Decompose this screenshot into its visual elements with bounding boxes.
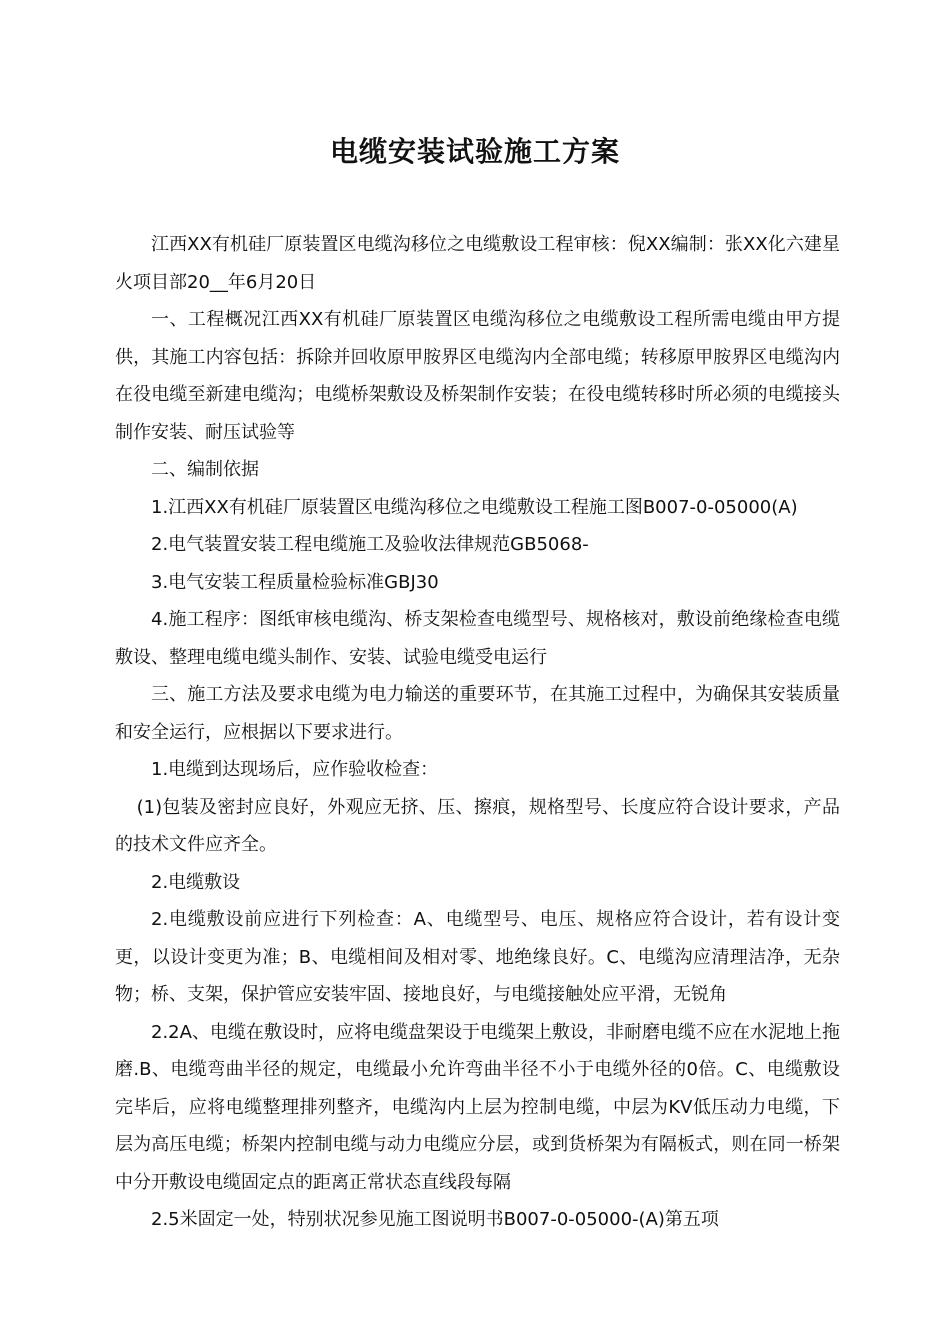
pre-laying-check-paragraph: 2.电缆敷设前应进行下列检查：A、电缆型号、电压、规格应符合设计，若有设计变更，以设计变更为准；B、电缆相间及相对零、地绝缘良好。C、电缆沟应清理洁净，无杂物；桥、支架，保护管应安装牢固、接地良好，与电缆接触处应平滑，无锐角	[115, 909, 840, 1005]
construction-method-paragraph: 三、施工方法及要求电缆为电力输送的重要环节，在其施工过程中，为确保其安装质量和安全运行，应根据以下要求进行。	[115, 684, 840, 743]
section-heading-basis: 二、编制依据	[151, 459, 259, 480]
basis-item-2: 2.电气装置安装工程电缆施工及验收法律规范GB5068-	[151, 534, 589, 555]
inspection-heading: 1.电缆到达现场后，应作验收检查：	[151, 759, 439, 780]
document-body	[115, 226, 840, 1239]
fixing-interval-paragraph: 2.5米固定一处，特别状况参见施工图说明书B007-0-05000-(A)第五项	[151, 1209, 719, 1230]
document-title: 电缆安装试验施工方案	[329, 135, 620, 168]
cable-laying-heading: 2.电缆敷设	[151, 871, 241, 893]
project-overview-paragraph: 一、工程概况江西XX有机硅厂原装置区电缆沟移位之电缆敷设工程所需电缆由甲方提供，其施工内容包括：拆除并回收原甲胺界区电缆沟内全部电缆；转移原甲胺界区电缆沟内在役电缆至新建电缆沟；电缆桥架敷设及桥架制作安装；在役电缆转移时所必须的电缆接头制作安装、耐压试验等	[115, 309, 840, 443]
packaging-requirement-paragraph: (1)包装及密封应良好，外观应无挤、压、擦痕，规格型号、长度应符合设计要求，产品的技术文件应齐全。	[115, 796, 840, 855]
basis-item-4: 4.施工程序：图纸审核电缆沟、桥支架检查电缆型号、规格核对，敷设前绝缘检查电缆敷设、整理电缆电缆头制作、安装、试验电缆受电运行	[115, 609, 840, 668]
basis-item-1: 1.江西XX有机硅厂原装置区电缆沟移位之电缆敷设工程施工图B007-0-05000(A)	[151, 496, 798, 518]
basis-item-3: 3.电气安装工程质量检验标准GBJ30	[151, 571, 439, 593]
header-info-paragraph: 江西XX有机硅厂原装置区电缆沟移位之电缆敷设工程审核：倪XX编制：张XX化六建星火项目部20__年6月20日	[115, 234, 840, 293]
laying-requirements-paragraph: 2.2A、电缆在敷设时，应将电缆盘架设于电缆架上敷设，非耐磨电缆不应在水泥地上拖磨.B、电缆弯曲半径的规定，电缆最小允许弯曲半径不小于电缆外径的0倍。C、电缆敷设完毕后，应将电缆整理排列整齐，电缆沟内上层为控制电缆，中层为KV低压动力电缆，下层为高压电缆；桥架内控制电缆与动力电缆应分层，或到货桥架为有隔板式，则在同一桥架中分开敷设电缆固定点的距离正常状态直线段每隔	[115, 1021, 840, 1193]
